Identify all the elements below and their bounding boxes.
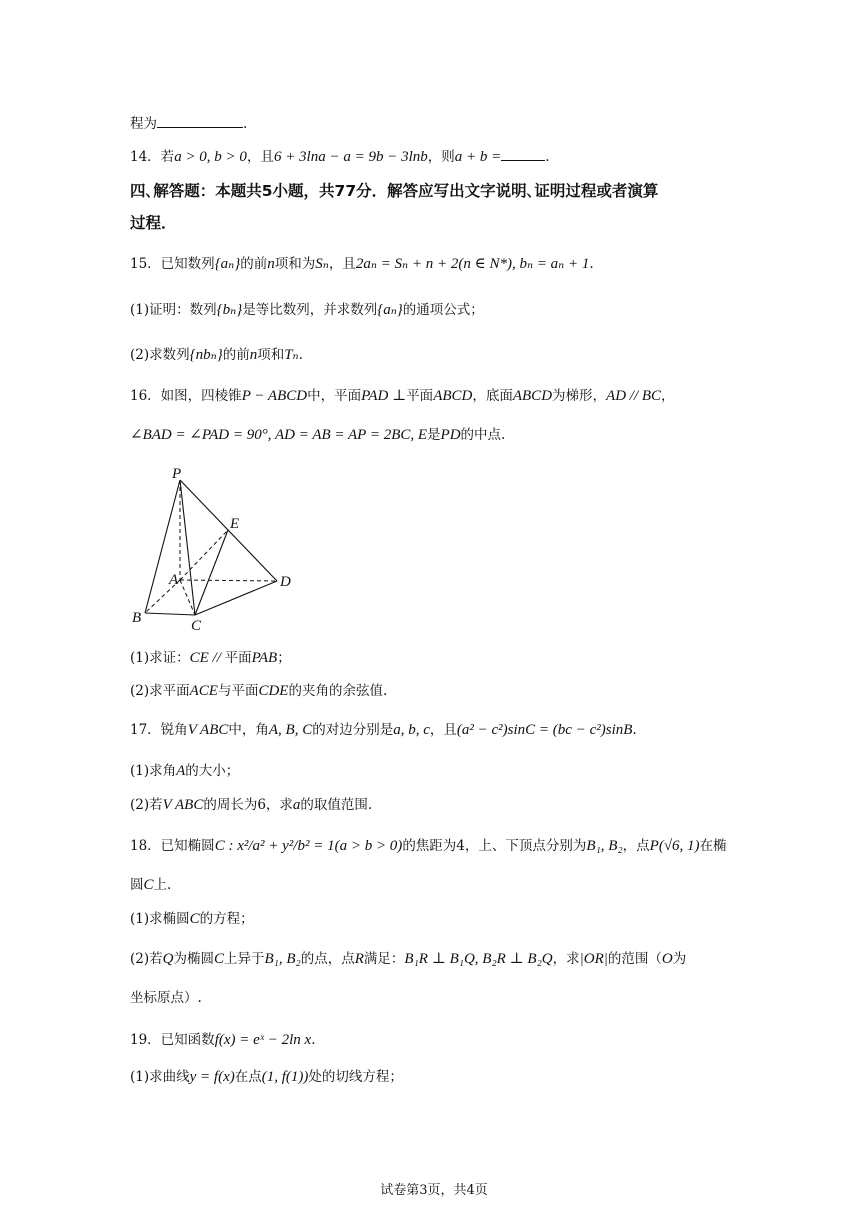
question-18-part-2: (2)若Q为椭圆C上异于B₁, B₂的点，点R满足：B₁R ⊥ B₁Q, B₂R ⊥ B₂Q，求|OR|的范围（O为: [130, 951, 687, 967]
question-16-part-2: (2)求平面ACE与平面CDE的夹角的余弦值.: [130, 683, 388, 699]
question-17: 17．锐角V ABC中，角A, B, C的对边分别是a, b, c，且(a² − c²)sinC = (bc − c²)sinB.: [130, 722, 637, 738]
vertex-label-D: D: [280, 574, 291, 590]
question-16-part-1: (1)求证：CE // 平面PAB；: [130, 650, 291, 666]
text-line: 程为 .: [130, 113, 247, 134]
vertex-label-A: A: [169, 572, 179, 588]
pyramid-figure: [125, 460, 305, 635]
question-17-part-2: (2)若V ABC的周长为6，求a的取值范围.: [130, 797, 373, 813]
question-15-part-2: (2)求数列{nbₙ}的前n项和Tₙ.: [130, 347, 303, 363]
question-16: 16．如图，四棱锥P − ABCD中，平面PAD ⊥平面ABCD，底面ABCD为梯形，AD // BC，: [130, 388, 675, 404]
page-footer: 试卷第3页，共4页: [380, 1183, 488, 1198]
vertex-label-P: P: [172, 466, 182, 482]
section-heading: 四､解答题：本题共5小题，共77分．解答应写出文字说明､证明过程或者演算: [130, 182, 659, 200]
question-14: 14．若a > 0, b > 0，且6 + 3lna − a = 9b − 3lnb，则a + b = .: [130, 146, 550, 167]
edge-AE: [180, 530, 228, 580]
vertex-label-C: C: [191, 618, 202, 634]
edge-AD: [180, 580, 277, 581]
answer-blank: [501, 146, 545, 161]
vertex-label-E: E: [230, 516, 240, 532]
edge-CD: [195, 581, 277, 615]
question-15: 15．已知数列{aₙ}的前n项和为Sₙ，且2aₙ = Sₙ + n + 2(n ∈ N*), bₙ = aₙ + 1.: [130, 256, 594, 272]
question-17-part-1: (1)求角A的大小；: [130, 763, 240, 779]
vertex-label-B: B: [132, 610, 142, 626]
question-19: 19．已知函数f(x) = eˣ − 2ln x.: [130, 1032, 316, 1048]
section-heading-cont: 过程．: [130, 214, 177, 232]
question-18-cont: 圆C上.: [130, 877, 172, 893]
edge-PB: [145, 480, 180, 613]
question-19-part-1: (1)求曲线y = f(x)在点(1, f(1))处的切线方程；: [130, 1069, 403, 1085]
edge-PC: [180, 480, 195, 615]
question-18: 18．已知椭圆C : x²/a² + y²/b² = 1(a > b > 0)的焦距为4，上、下顶点分别为B₁, B₂，点P(√6, 1)在椭: [130, 838, 727, 854]
question-18-part-1: (1)求椭圆C的方程；: [130, 911, 254, 927]
edge-BC: [145, 613, 195, 615]
question-16-cont: ∠BAD = ∠PAD = 90°, AD = AB = AP = 2BC, E是PD的中点.: [130, 427, 506, 443]
edge-CE: [195, 530, 228, 615]
question-15-part-1: (1)证明：数列{bₙ}是等比数列，并求数列{aₙ}的通项公式；: [130, 302, 484, 318]
answer-blank: [157, 113, 243, 128]
edge-PD: [180, 480, 277, 581]
question-18-part-2-cont: 坐标原点）.: [130, 990, 202, 1006]
